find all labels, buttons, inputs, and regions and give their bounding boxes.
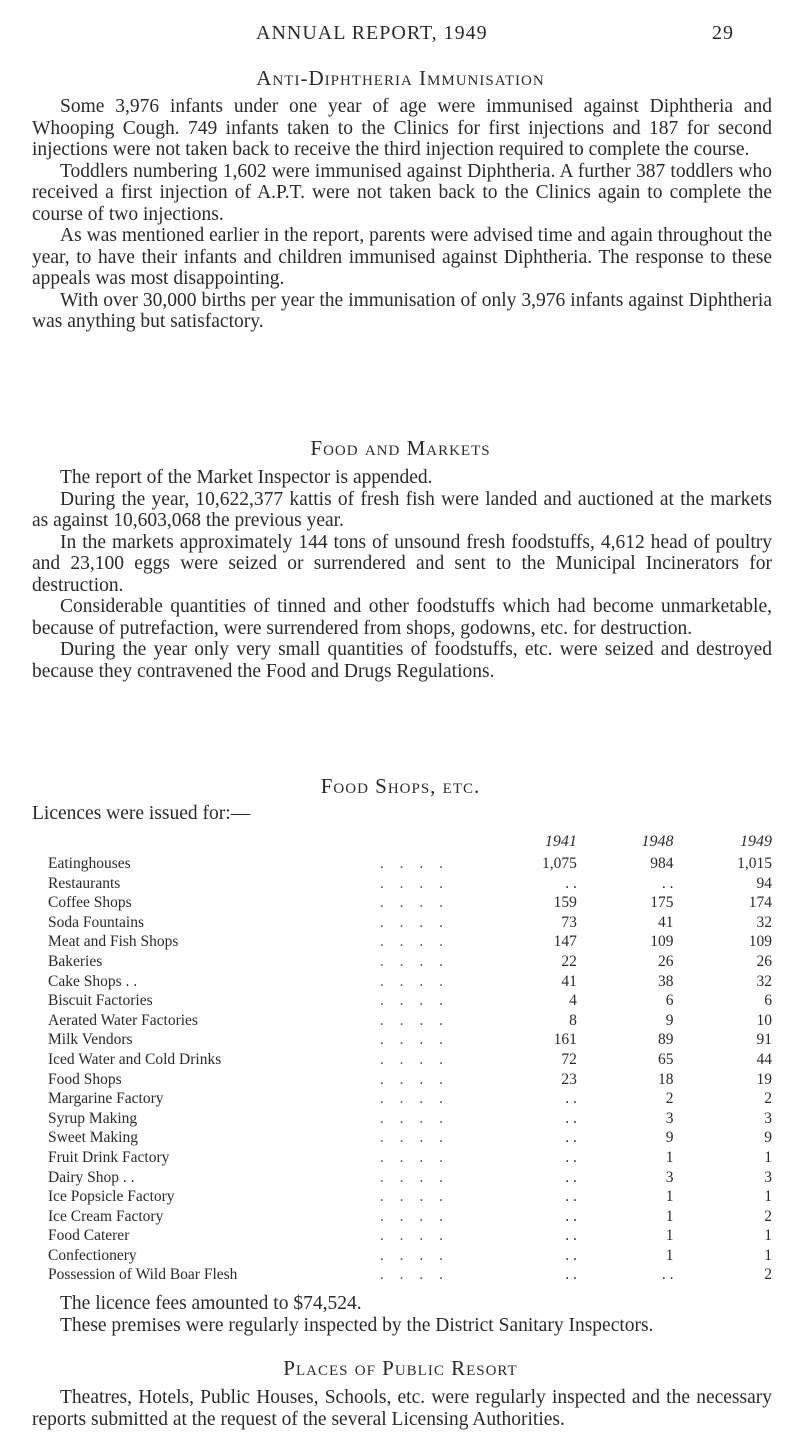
cell-1941: 23 [561, 1070, 577, 1088]
table-row [48, 1265, 772, 1285]
cell-1949: 91 [756, 1031, 772, 1049]
cell-1941: . . [565, 1168, 577, 1186]
cell-1941: . . [565, 1148, 577, 1166]
table-row [48, 1030, 772, 1050]
cell-1941: . . [565, 1090, 577, 1108]
table-row [48, 874, 772, 894]
cell-1948: 38 [657, 972, 674, 990]
food-markets-text [32, 467, 772, 682]
cell-1941: . . [565, 1109, 577, 1127]
table-row [48, 893, 772, 913]
leader-dots: . . . . [379, 972, 449, 990]
row-label: Ice Cream Factory [48, 1207, 164, 1225]
table-row [48, 972, 772, 992]
cell-1941: . . [565, 1227, 577, 1245]
row-label: Syrup Making [48, 1109, 138, 1127]
row-label: Soda Fountains [48, 913, 145, 931]
column-header: 1941 [544, 833, 577, 851]
row-label: Sweet Making [48, 1129, 138, 1147]
cell-1948: 3 [665, 1168, 674, 1186]
cell-1941: . . [565, 874, 577, 892]
column-header: 1949 [740, 833, 772, 851]
cell-1948: 41 [657, 913, 674, 931]
cell-1949: 19 [756, 1070, 772, 1088]
cell-1948: 1 [665, 1246, 674, 1264]
cell-1948: 984 [650, 855, 674, 872]
table-row [48, 1089, 772, 1109]
cell-1948: 26 [657, 952, 674, 970]
food-shops-text [32, 1293, 772, 1336]
cell-1949: 9 [764, 1129, 772, 1147]
cell-1941: 147 [553, 933, 577, 951]
licences-table [48, 830, 772, 1285]
cell-1948: 2 [665, 1090, 674, 1108]
cell-1948: 175 [650, 894, 674, 912]
leader-dots: . . . . [379, 1050, 449, 1068]
table-row [48, 1070, 772, 1090]
cell-1948: 65 [657, 1050, 674, 1068]
leader-dots: . . . . [379, 1148, 449, 1166]
cell-1949: 109 [748, 933, 772, 951]
licences-intro: Licences were issued for:— [32, 803, 251, 824]
column-header: 1948 [641, 833, 674, 851]
food-markets-paragraph: The report of the Market Inspector is appended. [60, 467, 433, 488]
cell-1941: 72 [561, 1050, 577, 1068]
table-row [48, 1187, 772, 1207]
row-label: Iced Water and Cold Drinks [48, 1050, 222, 1068]
table-row [48, 1207, 772, 1227]
cell-1941: 22 [561, 952, 577, 970]
cell-1949: 1 [764, 1246, 772, 1264]
leader-dots: . . . . [379, 933, 449, 951]
leader-dots: . . . . [379, 1109, 449, 1127]
row-label: Ice Popsicle Factory [48, 1188, 175, 1206]
table-row [48, 1246, 772, 1266]
cell-1949: 174 [748, 894, 772, 912]
leader-dots: . . . . [379, 1246, 449, 1264]
cell-1948: 9 [665, 1129, 674, 1147]
food-shops-heading: Food Shops, etc. [320, 774, 481, 798]
leader-dots: . . . . [379, 855, 449, 872]
cell-1941: 161 [553, 1031, 577, 1049]
cell-1948: 1 [665, 1227, 674, 1245]
table-row [48, 1050, 772, 1070]
public-resort-paragraph: Theatres, Hotels, Public Houses, Schools, etc. were regularly inspected and the necessary reports submitted at the request of the several Licensing Authorities. [32, 1387, 772, 1430]
table-row [48, 913, 772, 933]
leader-dots: . . . . [379, 992, 449, 1010]
row-label: Margarine Factory [48, 1090, 164, 1108]
running-title: ANNUAL REPORT, 1949 [256, 22, 488, 44]
leader-dots: . . . . [379, 1090, 449, 1108]
cell-1948: . . [661, 1266, 674, 1284]
cell-1949: 2 [764, 1207, 772, 1225]
table-header-row [48, 830, 772, 854]
cell-1941: . . [565, 1207, 577, 1225]
leader-dots: . . . . [379, 952, 449, 970]
cell-1948: 109 [650, 933, 674, 951]
food-markets-paragraph: In the markets approximately 144 tons of unsound fresh foodstuffs, 4,612 head of poultry and 23,100 eggs were seized or surrendered and sent to the Municipal Incinerators for destruction. [32, 531, 772, 596]
licences-table-body [48, 854, 772, 1285]
food-markets-heading: Food and Markets [310, 436, 491, 460]
leader-dots: . . . . [379, 1266, 449, 1284]
cell-1948: 1 [665, 1148, 674, 1166]
cell-1949: 2 [764, 1266, 772, 1284]
leader-dots: . . . . [379, 1207, 449, 1225]
row-label: Possession of Wild Boar Flesh [48, 1266, 238, 1284]
cell-1948: 89 [657, 1031, 674, 1049]
food-shops-paragraph: These premises were regularly inspected by the District Sanitary Inspectors. [60, 1314, 654, 1336]
immunisation-paragraph: Toddlers numbering 1,602 were immunised against Diphtheria. A further 387 toddlers who received a first injection of A.P.T. were not taken back to the Clinics again to complete the course of two injections. [32, 160, 772, 225]
cell-1948: 3 [665, 1109, 674, 1127]
cell-1949: 1 [764, 1188, 772, 1206]
leader-dots: . . . . [379, 1227, 449, 1245]
food-markets-paragraph: During the year only very small quantities of foodstuffs, etc. were seized and destroyed because they contravened the Food and Drugs Regulations. [32, 639, 772, 682]
cell-1941: 1,075 [542, 855, 577, 872]
immunisation-heading: Anti-Diphtheria Immunisation [256, 66, 545, 90]
cell-1941: 159 [553, 894, 577, 912]
cell-1941: 8 [569, 1011, 577, 1029]
leader-dots: . . . . [379, 1129, 449, 1147]
leader-dots: . . . . [379, 1011, 449, 1029]
cell-1941: 4 [569, 992, 577, 1010]
cell-1941: . . [565, 1246, 577, 1264]
cell-1949: 44 [756, 1050, 772, 1068]
food-markets-paragraph: Considerable quantities of tinned and other foodstuffs which had become unmarketable, because of putrefaction, were surrendered from shops, godowns, etc. for destruction. [32, 596, 772, 639]
table-row [48, 952, 772, 972]
row-label: Dairy Shop . . [48, 1168, 135, 1186]
cell-1948: . . [661, 874, 674, 892]
immunisation-paragraph: Some 3,976 infants under one year of age were immunised against Diphtheria and Whooping Cough. 749 infants taken to the Clinics for first injections and 187 for second injections were not taken back to receive the third injection required to complete the course. [32, 96, 772, 160]
table-row [48, 854, 772, 874]
food-markets-paragraph: During the year, 10,622,377 kattis of fresh fish were landed and auctioned at the markets as against 10,603,068 the previous year. [32, 488, 772, 531]
table-row [48, 1109, 772, 1129]
leader-dots: . . . . [379, 1031, 449, 1049]
row-label: Milk Vendors [48, 1031, 133, 1049]
table-row [48, 1226, 772, 1246]
public-resort-text [32, 1387, 772, 1430]
row-label: Coffee Shops [48, 894, 132, 912]
leader-dots: . . . . [379, 874, 449, 892]
row-label: Confectionery [48, 1246, 137, 1264]
food-shops-paragraph: The licence fees amounted to $74,524. [60, 1293, 362, 1314]
cell-1949: 94 [756, 874, 772, 892]
leader-dots: . . . . [379, 894, 449, 912]
leader-dots: . . . . [379, 913, 449, 931]
cell-1949: 1 [764, 1227, 772, 1245]
row-label: Biscuit Factories [48, 992, 153, 1010]
row-label: Food Caterer [48, 1227, 130, 1245]
immunisation-paragraph: As was mentioned earlier in the report, parents were advised time and again throughout the year, to have their infants and children immunised against Diphtheria. The response to these appeals was most disappointing. [32, 225, 772, 289]
row-label: Eatinghouses [48, 855, 131, 872]
row-label: Cake Shops . . [48, 972, 138, 990]
row-label: Food Shops [48, 1070, 122, 1088]
cell-1948: 1 [665, 1188, 674, 1206]
cell-1941: . . [565, 1129, 577, 1147]
cell-1941: 73 [561, 913, 577, 931]
row-label: Fruit Drink Factory [48, 1148, 170, 1166]
leader-dots: . . . . [379, 1168, 449, 1186]
cell-1949: 3 [764, 1168, 772, 1186]
table-row [48, 1128, 772, 1148]
cell-1949: 32 [756, 972, 772, 990]
cell-1949: 10 [756, 1011, 772, 1029]
cell-1941: 41 [561, 972, 577, 990]
cell-1941: . . [565, 1266, 577, 1284]
table-row [48, 991, 772, 1011]
cell-1948: 6 [665, 992, 674, 1010]
cell-1948: 1 [665, 1207, 674, 1225]
cell-1949: 32 [756, 913, 772, 931]
cell-1948: 9 [665, 1011, 674, 1029]
row-label: Restaurants [48, 874, 121, 892]
cell-1949: 2 [764, 1090, 772, 1108]
cell-1949: 26 [756, 952, 772, 970]
leader-dots: . . . . [379, 1070, 449, 1088]
page-number: 29 [712, 22, 734, 44]
row-label: Bakeries [48, 952, 103, 970]
cell-1949: 1,015 [737, 855, 772, 872]
cell-1949: 1 [764, 1148, 772, 1166]
leader-dots: . . . . [379, 1188, 449, 1206]
table-row [48, 1011, 772, 1031]
cell-1949: 3 [764, 1109, 772, 1127]
row-label: Aerated Water Factories [48, 1011, 198, 1029]
public-resort-heading: Places of Public Resort [283, 1356, 518, 1380]
row-label: Meat and Fish Shops [48, 933, 179, 951]
table-row [48, 1168, 772, 1188]
immunisation-paragraph: With over 30,000 births per year the immunisation of only 3,976 infants against Diphtheria was anything but satisfactory. [32, 289, 772, 332]
immunisation-text [32, 96, 772, 333]
running-header [0, 22, 801, 48]
cell-1948: 18 [657, 1070, 674, 1088]
table-row [48, 932, 772, 952]
table-row [48, 1148, 772, 1168]
cell-1941: . . [565, 1188, 577, 1206]
cell-1949: 6 [764, 992, 772, 1010]
